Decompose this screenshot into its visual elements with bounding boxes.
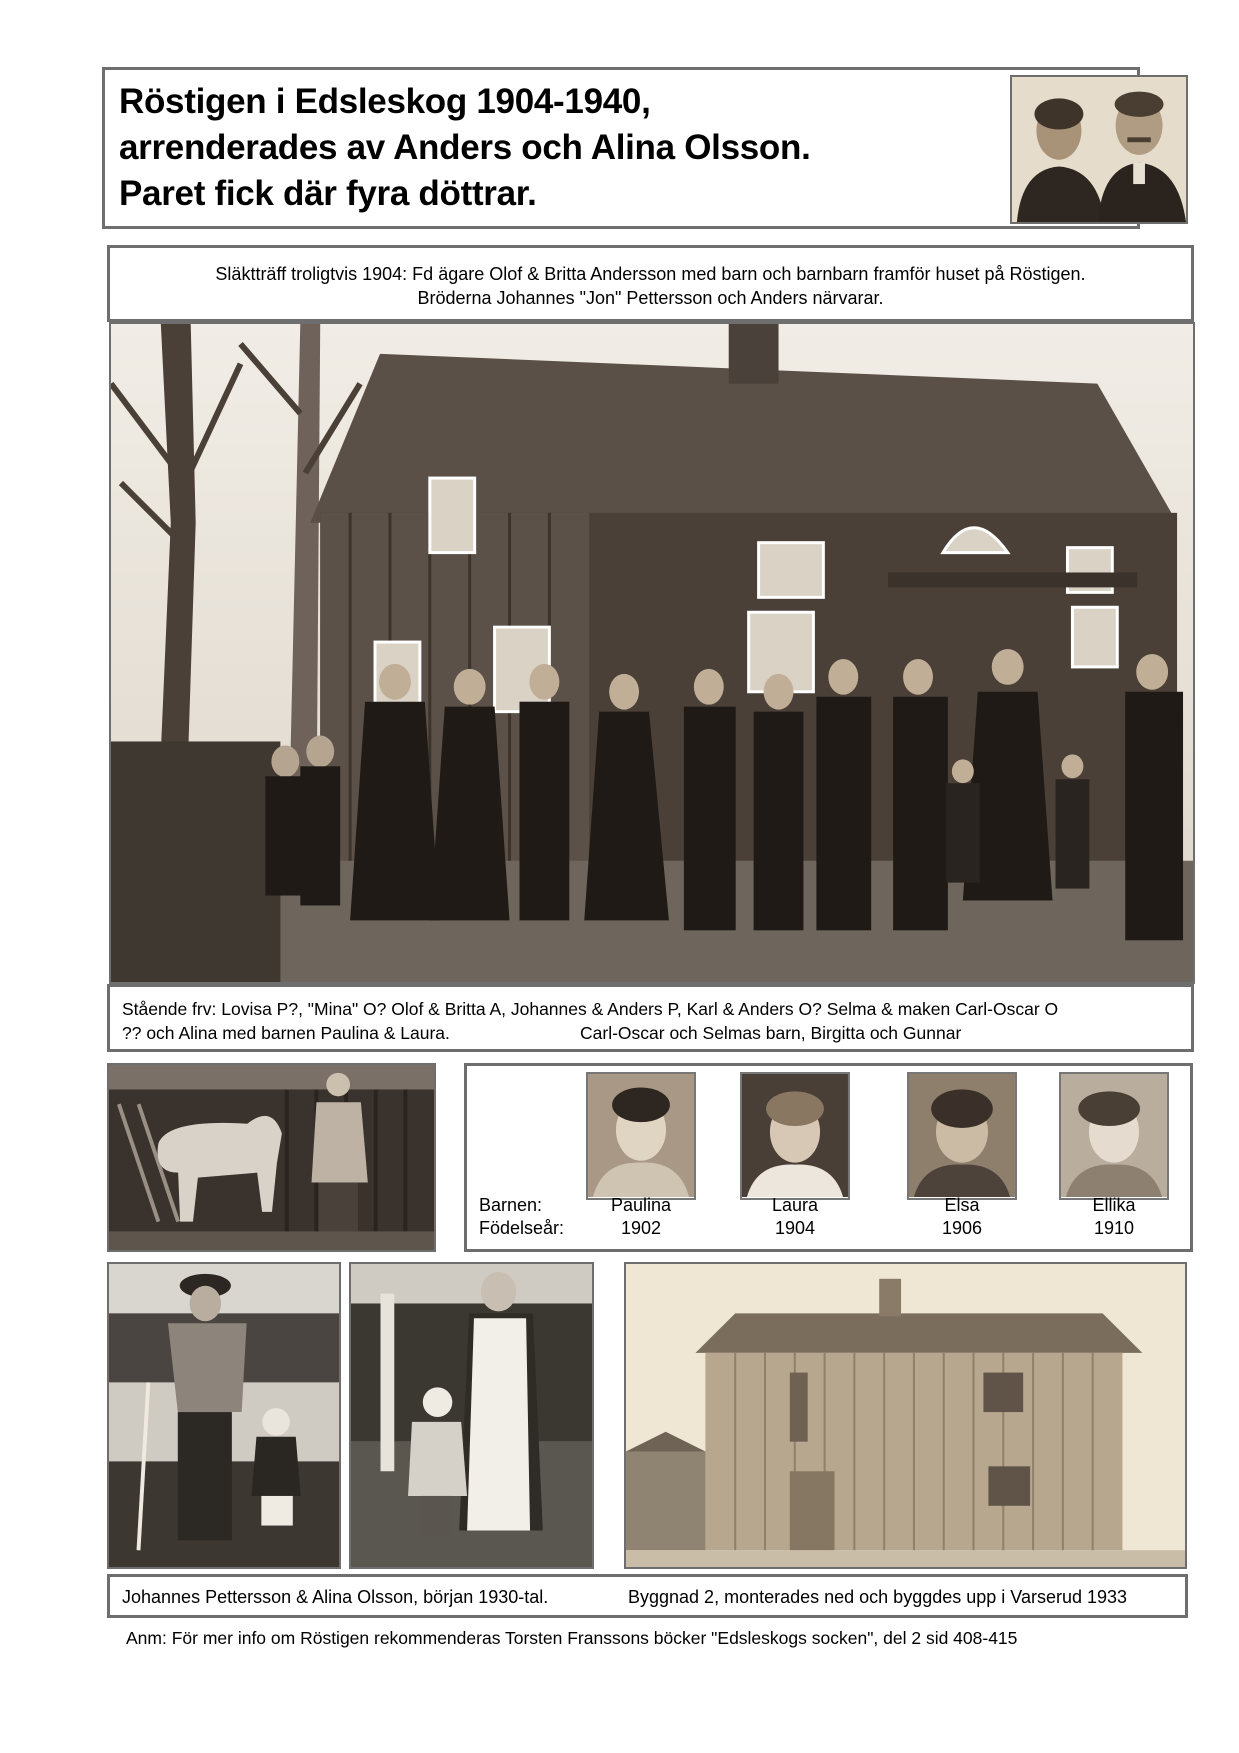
portrait-paulina-photo — [586, 1072, 696, 1200]
portrait-ellika-photo — [1059, 1072, 1169, 1200]
family-house-photo — [109, 322, 1195, 984]
caption-gathering — [107, 245, 1194, 322]
couple-portrait-photo — [1010, 75, 1188, 224]
child-name-elsa: Elsa — [944, 1195, 980, 1215]
alina-with-child-photo — [349, 1262, 594, 1569]
building-2-photo — [624, 1262, 1187, 1569]
child-name-laura: Laura — [771, 1195, 819, 1215]
child-year-ellika: 1910 — [1093, 1218, 1135, 1238]
caption-people-line-2b: Carl-Oscar och Selmas barn, Birgitta och Gunnar — [580, 1023, 962, 1043]
caption-gathering-line-1: Släktträff troligtvis 1904: Fd ägare Olof & Britta Andersson med barn och barnbarn framför huset på Röstigen. — [215, 264, 1086, 284]
caption-bottom-right: Byggnad 2, monterades ned och byggdes upp i Varserud 1933 — [628, 1587, 1128, 1607]
footnote: Anm: För mer info om Röstigen rekommenderas Torsten Franssons böcker "Edsleskogs socken", del 2 sid 408-415 — [126, 1628, 1018, 1648]
child-year-laura: 1904 — [774, 1218, 816, 1238]
caption-people-line-2a: ?? och Alina med barnen Paulina & Laura. — [122, 1023, 450, 1043]
child-year-paulina: 1902 — [620, 1218, 662, 1238]
child-year-elsa: 1906 — [941, 1218, 983, 1238]
caption-bottom — [107, 1574, 1188, 1618]
children-year-label: Födelseår: — [479, 1218, 565, 1238]
caption-people-line-1: Stående frv: Lovisa P?, "Mina" O? Olof & Britta A, Johannes & Anders P, Karl & Anders O? Selma & maken Carl-Oscar O — [122, 999, 1059, 1019]
children-box — [464, 1063, 1193, 1252]
johannes-with-child-photo — [107, 1262, 341, 1569]
title-line-2: arrenderades av Anders och Alina Olsson. — [119, 128, 811, 167]
horse-barn-photo — [107, 1063, 436, 1252]
caption-people-standing — [107, 984, 1194, 1052]
child-name-paulina: Paulina — [610, 1195, 672, 1215]
title-line-3: Paret fick där fyra döttrar. — [119, 174, 537, 213]
title-box — [102, 67, 1140, 229]
caption-gathering-line-2: Bröderna Johannes "Jon" Pettersson och Anders närvarar. — [417, 288, 884, 308]
caption-bottom-left: Johannes Pettersson & Alina Olsson, början 1930-tal. — [122, 1587, 549, 1607]
children-name-label: Barnen: — [479, 1195, 543, 1215]
child-name-ellika: Ellika — [1092, 1195, 1136, 1215]
title-line-1: Röstigen i Edsleskog 1904-1940, — [119, 82, 651, 121]
portrait-laura-photo — [740, 1072, 850, 1200]
portrait-elsa-photo — [907, 1072, 1017, 1200]
